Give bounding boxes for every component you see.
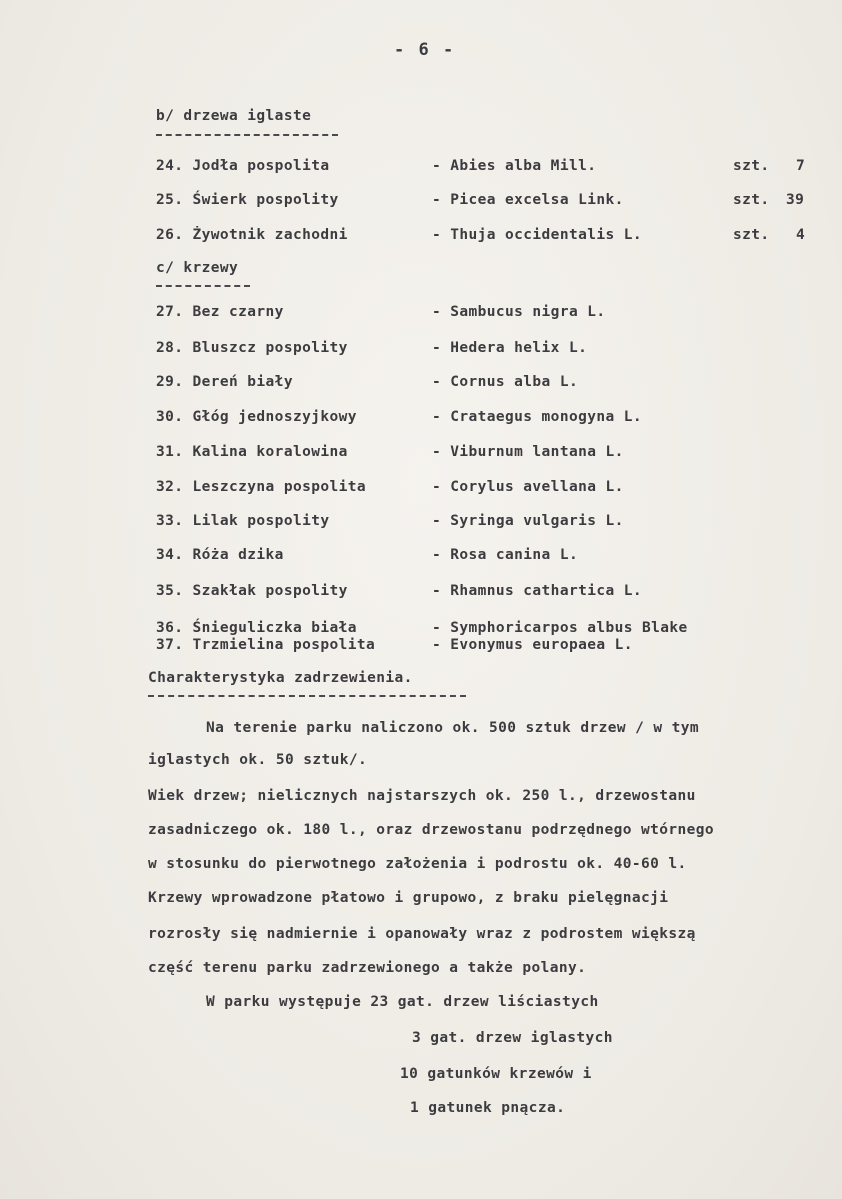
species-latin-name: - Crataegus monogyna L. [432,409,642,425]
species-latin-name: - Symphoricarpos albus Blake [432,620,688,636]
list-item [0,583,842,607]
quantity: 4 [796,227,806,243]
characteristics-heading: Charakterystyka zadrzewienia. [148,670,413,686]
species-polish-name: 36. Śnieguliczka biała [156,620,357,636]
list-item [0,304,842,328]
list-item [0,374,842,398]
section-c-underline [156,285,250,287]
unit-label: szt. [733,158,770,174]
quantity: 7 [796,158,806,174]
species-latin-name: - Rosa canina L. [432,547,579,563]
paragraph-line: W parku występuje 23 gat. drzew liściastych [206,994,599,1010]
paragraph-line: 3 gat. drzew iglastych [412,1030,613,1046]
section-b-underline [156,134,338,136]
list-item [0,158,842,182]
species-latin-name: - Cornus alba L. [432,374,579,390]
paragraph-line: Krzewy wprowadzone płatowo i grupowo, z braku pielęgnacji [148,890,669,906]
section-b-heading: b/ drzewa iglaste [156,108,312,124]
list-item [0,340,842,364]
unit-label: szt. [733,192,770,208]
list-item [0,192,842,216]
list-item [0,513,842,537]
species-polish-name: 32. Leszczyna pospolita [156,479,366,495]
species-polish-name: 33. Lilak pospolity [156,513,330,529]
list-item [0,637,842,661]
species-latin-name: - Abies alba Mill. [432,158,597,174]
list-item [0,444,842,468]
species-latin-name: - Hedera helix L. [432,340,588,356]
species-polish-name: 35. Szakłak pospolity [156,583,348,599]
list-item [0,547,842,571]
species-latin-name: - Sambucus nigra L. [432,304,606,320]
species-polish-name: 34. Róża dzika [156,547,284,563]
list-item [0,409,842,433]
species-polish-name: 24. Jodła pospolita [156,158,330,174]
paragraph-line: rozrosły się nadmiernie i opanowały wraz z podrostem większą [148,926,696,942]
species-latin-name: - Corylus avellana L. [432,479,624,495]
species-latin-name: - Thuja occidentalis L. [432,227,642,243]
list-item [0,479,842,503]
paragraph-line: zasadniczego ok. 180 l., oraz drzewostanu podrzędnego wtórnego [148,822,715,838]
species-polish-name: 30. Głóg jednoszyjkowy [156,409,357,425]
species-polish-name: 31. Kalina koralowina [156,444,348,460]
unit-label: szt. [733,227,770,243]
species-polish-name: 27. Bez czarny [156,304,284,320]
list-item [0,227,842,251]
section-c-heading: c/ krzewy [156,260,239,276]
species-polish-name: 29. Dereń biały [156,374,293,390]
paragraph-line: iglastych ok. 50 sztuk/. [148,752,368,768]
paragraph-line: 1 gatunek pnącza. [410,1100,566,1116]
species-latin-name: - Viburnum lantana L. [432,444,624,460]
species-polish-name: 25. Świerk pospolity [156,192,339,208]
species-latin-name: - Rhamnus cathartica L. [432,583,642,599]
page-number: - 6 - [394,40,456,60]
paragraph-line: 10 gatunków krzewów i [400,1066,592,1082]
paragraph-line: w stosunku do pierwotnego założenia i podrostu ok. 40-60 l. [148,856,687,872]
species-polish-name: 28. Bluszcz pospolity [156,340,348,356]
paragraph-line: Na terenie parku naliczono ok. 500 sztuk drzew / w tym [206,720,700,736]
paragraph-line: Wiek drzew; nielicznych najstarszych ok. 250 l., drzewostanu [148,788,696,804]
species-latin-name: - Syringa vulgaris L. [432,513,624,529]
characteristics-underline [148,695,466,697]
species-latin-name: - Picea excelsa Link. [432,192,624,208]
paragraph-line: część terenu parku zadrzewionego a także polany. [148,960,587,976]
quantity: 39 [786,192,805,208]
species-polish-name: 26. Żywotnik zachodni [156,227,348,243]
species-polish-name: 37. Trzmielina pospolita [156,637,376,653]
species-latin-name: - Evonymus europaea L. [432,637,633,653]
